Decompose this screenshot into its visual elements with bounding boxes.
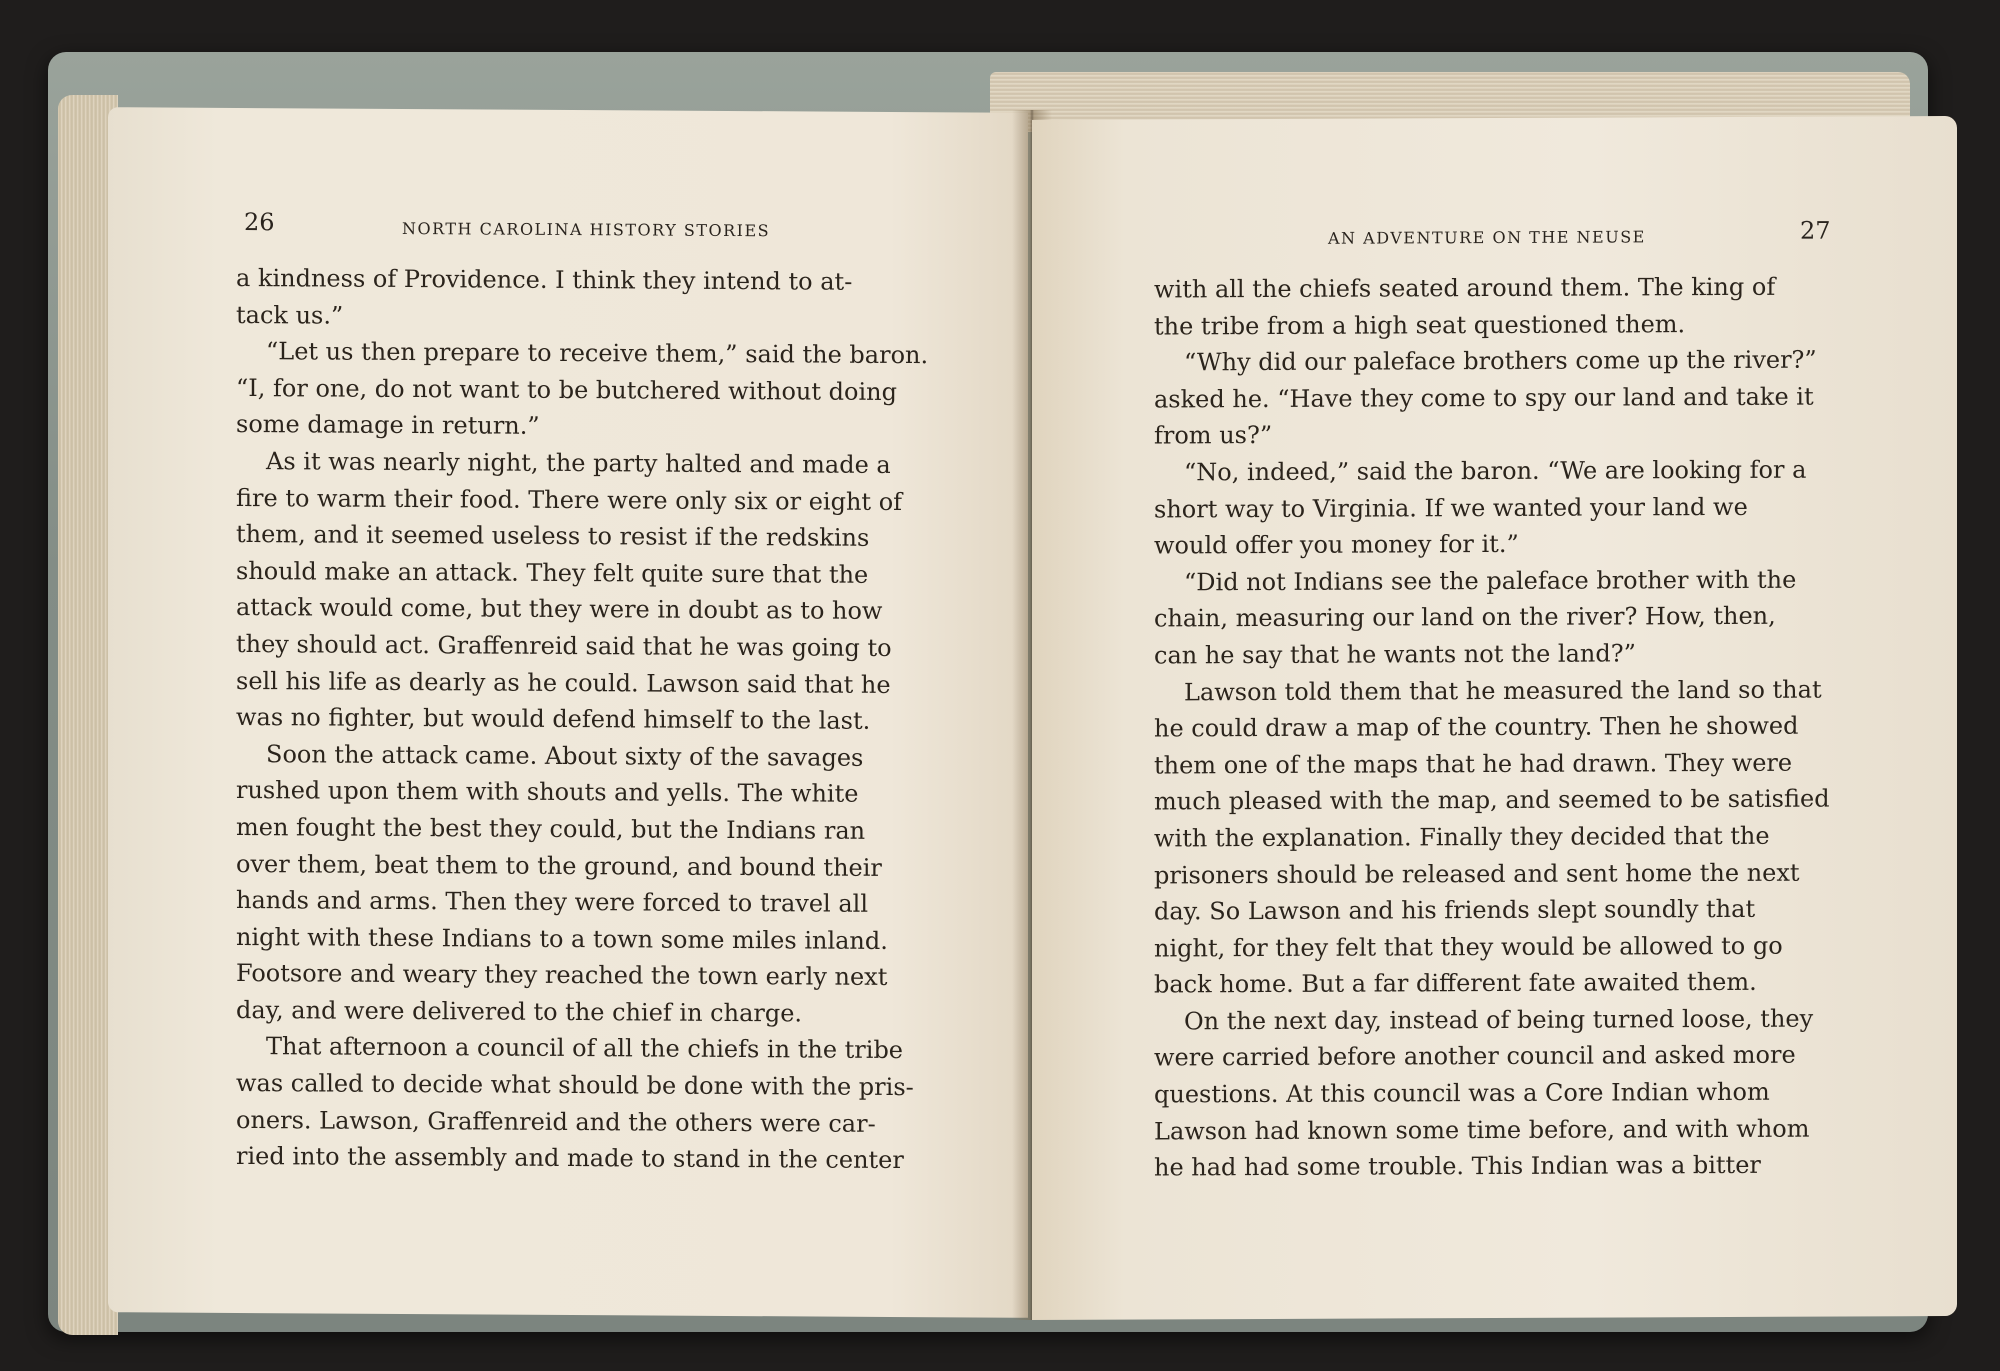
text-line: with the explanation. Finally they decided that the bbox=[1154, 821, 1770, 853]
text-line: “Why did our paleface brothers come up the river?” bbox=[1184, 345, 1817, 377]
text-line: from us?” bbox=[1154, 421, 1273, 450]
text-line: On the next day, instead of being turned loose, they bbox=[1184, 1004, 1814, 1036]
right-page bbox=[1032, 116, 1957, 1320]
text-line: he had had some trouble. This Indian was a bitter bbox=[1154, 1151, 1761, 1182]
text-line: “Did not Indians see the paleface brother with the bbox=[1184, 565, 1797, 597]
text-line: prisoners should be released and sent home the next bbox=[1154, 858, 1800, 889]
text-line: Footsore and weary they reached the town early next bbox=[236, 959, 888, 992]
text-line: a kindness of Providence. I think they intend to at- bbox=[236, 263, 853, 296]
text-line: rushed upon them with shouts and yells. The white bbox=[236, 776, 859, 809]
text-line: much pleased with the map, and seemed to be satisfied bbox=[1154, 784, 1830, 816]
text-line: can he say that he wants not the land?” bbox=[1154, 639, 1636, 670]
text-line: night, for they felt that they would be allowed to go bbox=[1154, 931, 1783, 963]
text-line: asked he. “Have they come to spy our land and take it bbox=[1154, 382, 1814, 414]
text-line: sell his life as dearly as he could. Lawson said that he bbox=[236, 666, 891, 699]
left-running-head: NORTH CAROLINA HISTORY STORIES bbox=[402, 218, 771, 241]
text-line: fire to warm their food. There were only six or eight of bbox=[236, 483, 903, 516]
left-page bbox=[108, 107, 1028, 1318]
text-line: were carried before another council and asked more bbox=[1154, 1041, 1796, 1072]
text-line: was called to decide what should be done with the pris- bbox=[236, 1069, 914, 1102]
text-line: “No, indeed,” said the baron. “We are looking for a bbox=[1184, 455, 1807, 487]
text-line: with all the chiefs seated around them. The king of bbox=[1154, 272, 1776, 304]
text-line: That afternoon a council of all the chiefs in the tribe bbox=[266, 1032, 904, 1065]
text-line: should make an attack. They felt quite sure that the bbox=[236, 556, 869, 589]
text-line: ried into the assembly and made to stand in the center bbox=[236, 1142, 904, 1175]
text-line: Soon the attack came. About sixty of the savages bbox=[266, 739, 864, 772]
left-page-number: 26 bbox=[244, 208, 275, 237]
text-line: Lawson had known some time before, and with whom bbox=[1154, 1114, 1810, 1146]
text-line: men fought the best they could, but the Indians ran bbox=[236, 812, 866, 845]
text-line: night with these Indians to a town some miles inland. bbox=[236, 922, 888, 955]
text-line: back home. But a far different fate awaited them. bbox=[1154, 968, 1757, 999]
text-line: “I, for one, do not want to be butchered without doing bbox=[236, 373, 897, 406]
text-line: would offer you money for it.” bbox=[1154, 530, 1519, 560]
text-line: some damage in return.” bbox=[236, 410, 540, 441]
text-line: day, and were delivered to the chief in charge. bbox=[236, 995, 803, 1028]
text-line: Lawson told them that he measured the land so that bbox=[1184, 675, 1822, 706]
right-page-number: 27 bbox=[1800, 216, 1831, 245]
text-line: tack us.” bbox=[236, 300, 344, 330]
text-line: he could draw a map of the country. Then he showed bbox=[1154, 711, 1799, 743]
text-line: short way to Virginia. If we wanted your land we bbox=[1154, 492, 1748, 524]
text-line: chain, measuring our land on the river? How, then, bbox=[1154, 602, 1776, 633]
text-line: the tribe from a high seat questioned them. bbox=[1154, 309, 1686, 341]
text-line: them, and it seemed useless to resist if the redskins bbox=[236, 520, 870, 552]
text-line: attack would come, but they were in doubt as to how bbox=[236, 593, 883, 626]
text-line: oners. Lawson, Graffenreid and the others were car- bbox=[236, 1105, 876, 1138]
text-line: was no fighter, but would defend himself to the last. bbox=[236, 703, 871, 735]
text-line: day. So Lawson and his friends slept soundly that bbox=[1154, 894, 1756, 926]
text-line: As it was nearly night, the party halted and made a bbox=[266, 447, 891, 479]
text-line: over them, beat them to the ground, and bound their bbox=[236, 849, 882, 882]
left-body-text bbox=[236, 260, 956, 1179]
text-line: hands and arms. Then they were forced to travel all bbox=[236, 886, 869, 918]
text-line: questions. At this council was a Core Indian whom bbox=[1154, 1077, 1770, 1109]
right-running-head: AN ADVENTURE ON THE NEUSE bbox=[1328, 227, 1646, 248]
right-body-text bbox=[1154, 268, 1864, 1186]
text-line: “Let us then prepare to receive them,” said the baron. bbox=[266, 337, 929, 370]
text-line: they should act. Graffenreid said that he was going to bbox=[236, 629, 892, 662]
text-line: them one of the maps that he had drawn. They were bbox=[1154, 748, 1793, 780]
